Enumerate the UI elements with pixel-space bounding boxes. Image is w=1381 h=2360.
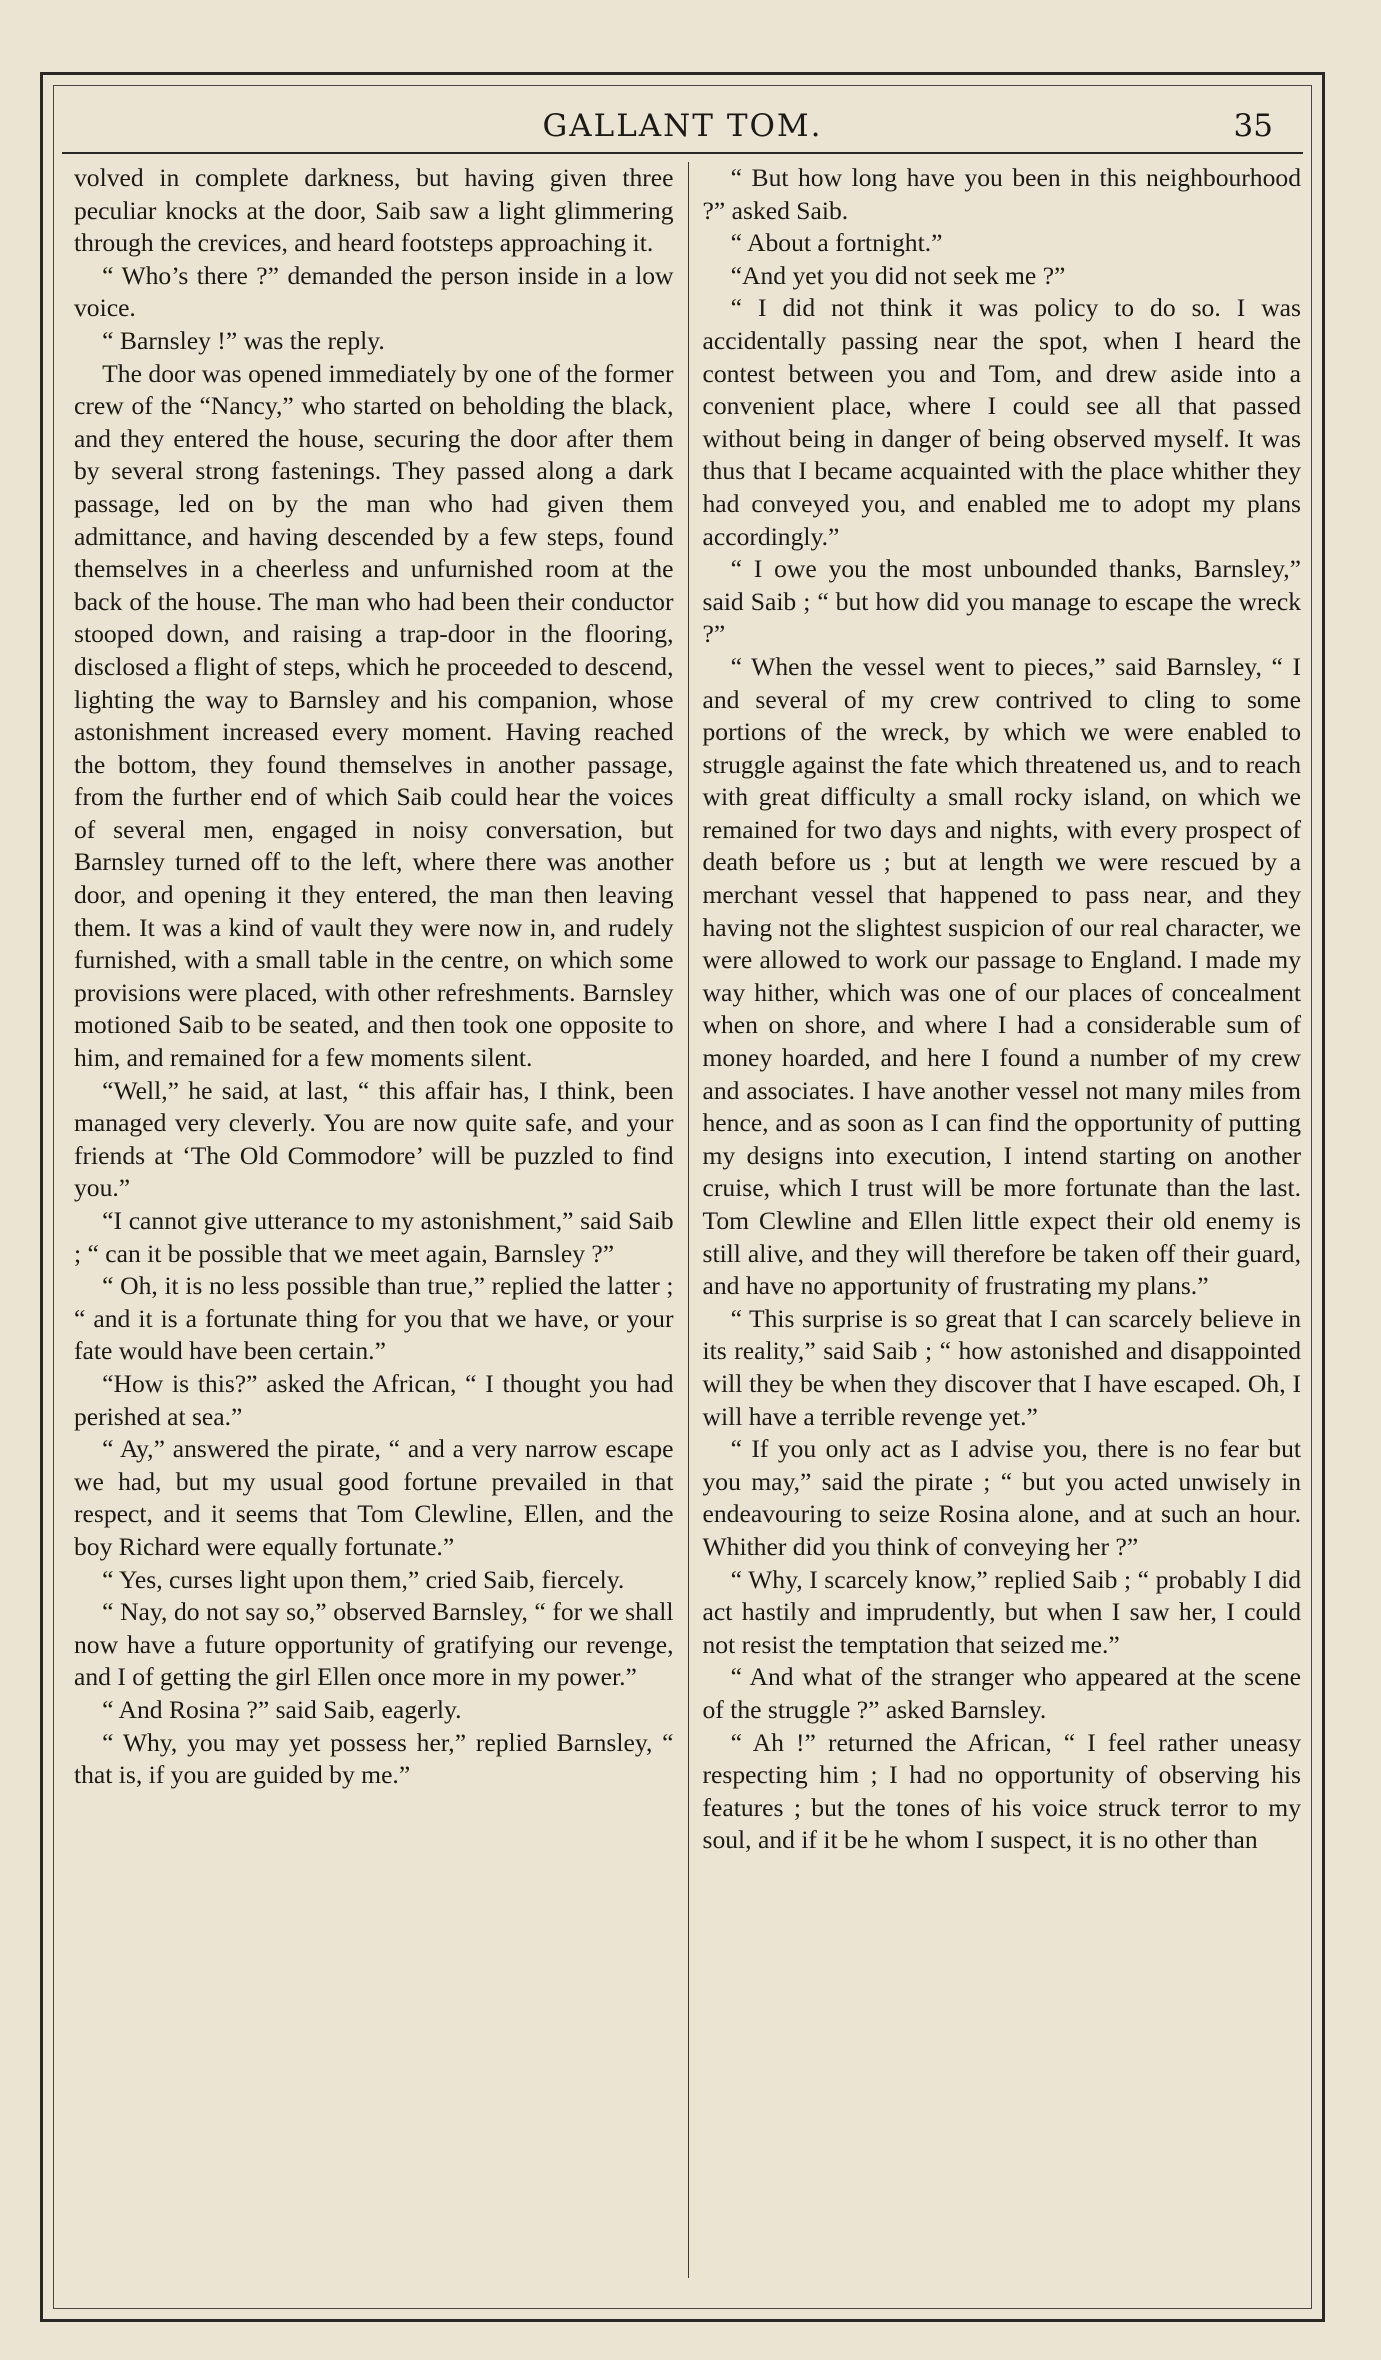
paragraph: “ Nay, do not say so,” observed Barnsley, “ for we shall now have a future opportunity of gratifying our revenge, and I of getting the girl Ellen once more in my power.” xyxy=(74,1597,674,1692)
page-frame xyxy=(40,72,1325,2322)
paragraph: “ I did not think it was policy to do so. I was accidentally passing near the spot, when I heard the contest between you and Tom, and drew aside into a convenient place, where I could see all that passed without being in danger of being observed myself. It was thus that I became acquainted with the place whither they had conveyed you, and enabled me to adopt my plans accordingly.” xyxy=(702,293,1301,551)
running-header xyxy=(62,94,1303,154)
paragraph: “ Yes, curses light upon them,” cried Saib, fiercely. xyxy=(102,1564,625,1594)
paragraph: “ Why, you may yet possess her,” replied Barnsley, “ that is, if you are guided by me.” xyxy=(74,1727,674,1790)
paragraph: “ And what of the stranger who appeared at the scene of the struggle ?” asked Barnsley. xyxy=(702,1662,1301,1724)
paragraph: “ Ah !” returned the African, “ I feel rather uneasy respecting him ; I had no opportunity of observing his features ; but the tones of his voice struck terror to my soul, and if it be he whom I suspect, it is no other than xyxy=(702,1727,1301,1855)
right-column xyxy=(688,162,1302,2278)
paragraph: “Well,” he said, at last, “ this affair has, I think, been managed very cleverly. You are now quite safe, and your friends at ‘The Old Commodore’ will be puzzled to find you.” xyxy=(74,1075,674,1203)
paragraph: “ About a fortnight.” xyxy=(730,228,943,258)
text-columns xyxy=(74,162,1301,2278)
paragraph: “ This surprise is so great that I can scarcely believe in its reality,” said Saib ; “ how astonished and disappointed will they be when they discover that I have escaped. Oh, I will have a terrible revenge yet.” xyxy=(702,1303,1301,1431)
paragraph: “ Oh, it is no less possible than true,” replied the latter ; “ and it is a fortunate thing for you that we have, or your fate would have been certain.” xyxy=(74,1271,674,1366)
page-number: 35 xyxy=(1233,108,1273,144)
paragraph: “ Who’s there ?” demanded the person inside in a low voice. xyxy=(74,260,674,323)
paragraph: volved in complete darkness, but having given three peculiar knocks at the door, Saib saw a light glimmering through the crevices, and heard footsteps approaching it. xyxy=(74,163,674,258)
page-inner-frame xyxy=(53,85,1312,2309)
paragraph: “ But how long have you been in this neighbourhood ?” asked Saib. xyxy=(702,163,1301,225)
left-column xyxy=(74,162,688,2278)
paragraph: The door was opened immediately by one of the former crew of the “Nancy,” who started on beholding the black, and they entered the house, securing the door after them by several strong fastenings. They passed along a dark passage, led on by the man who had given them admittance, and having descended by a few steps, found themselves in a cheerless and unfurnished room at the back of the house. The man who had been their conductor stooped down, and raising a trap-door in the flooring, disclosed a flight of steps, which he proceeded to descend, lighting the way to Barnsley and his companion, whose astonishment increased every moment. Having reached the bottom, they found themselves in another passage, from the further end of which Saib could hear the voices of several men, engaged in noisy conversation, but Barnsley turned off to the left, where there was another door, and opening it they entered, the man then leaving them. It was a kind of vault they were now in, and rudely furnished, with a small table in the centre, on which some provisions were placed, with other refreshments. Barnsley motioned Saib to be seated, and then took one opposite to him, and remained for a few moments silent. xyxy=(74,358,674,1073)
running-title: GALLANT TOM. xyxy=(542,108,823,144)
paragraph: “ Barnsley !” was the reply. xyxy=(102,325,385,355)
paragraph: “ Ay,” answered the pirate, “ and a very narrow escape we had, but my usual good fortune prevailed in that respect, and it seems that Tom Clewline, Ellen, and the boy Richard were equally fortunate.” xyxy=(74,1434,674,1561)
paragraph: “How is this?” asked the African, “ I thought you had perished at sea.” xyxy=(74,1368,674,1431)
paragraph: “ When the vessel went to pieces,” said Barnsley, “ I and several of my crew contrived to cling to some portions of the wreck, by which we were enabled to struggle against the fate which threatened us, and to reach with great difficulty a small rocky island, on which we remained for two days and nights, with every prospect of death before us ; but at length we were rescued by a merchant vessel that happened to pass near, and they having not the slightest suspicion of our real character, we were allowed to work our passage to England. I made my way hither, which was one of our places of concealment when on shore, and where I had a considerable sum of money hoarded, and here I found a number of my crew and associates. I have another vessel not many miles from hence, and as soon as I can find the opportunity of putting my designs into execution, I intend starting on another cruise, which I trust will be more fortunate than the last. Tom Clewline and Ellen little expect their old enemy is still alive, and they will therefore be taken off their guard, and have no apportunity of frustrating my plans.” xyxy=(702,651,1301,1301)
paragraph: “And yet you did not seek me ?” xyxy=(730,260,1066,290)
paragraph: “ I owe you the most unbounded thanks, Barnsley,” said Saib ; “ but how did you manage to escape the wreck ?” xyxy=(702,554,1301,649)
paragraph: “ If you only act as I advise you, there is no fear but you may,” said the pirate ; “ but you acted unwisely in endeavouring to seize Rosina alone, and at such an hour. Whither did you think of conveying her ?” xyxy=(702,1434,1301,1561)
paragraph: “I cannot give utterance to my astonishment,” said Saib ; “ can it be possible that we meet again, Barnsley ?” xyxy=(74,1206,674,1268)
paragraph: “ Why, I scarcely know,” replied Saib ; “ probably I did act hastily and imprudently, but when I saw her, I could not resist the temptation that seized me.” xyxy=(702,1564,1301,1659)
paragraph: “ And Rosina ?” said Saib, eagerly. xyxy=(102,1694,462,1724)
